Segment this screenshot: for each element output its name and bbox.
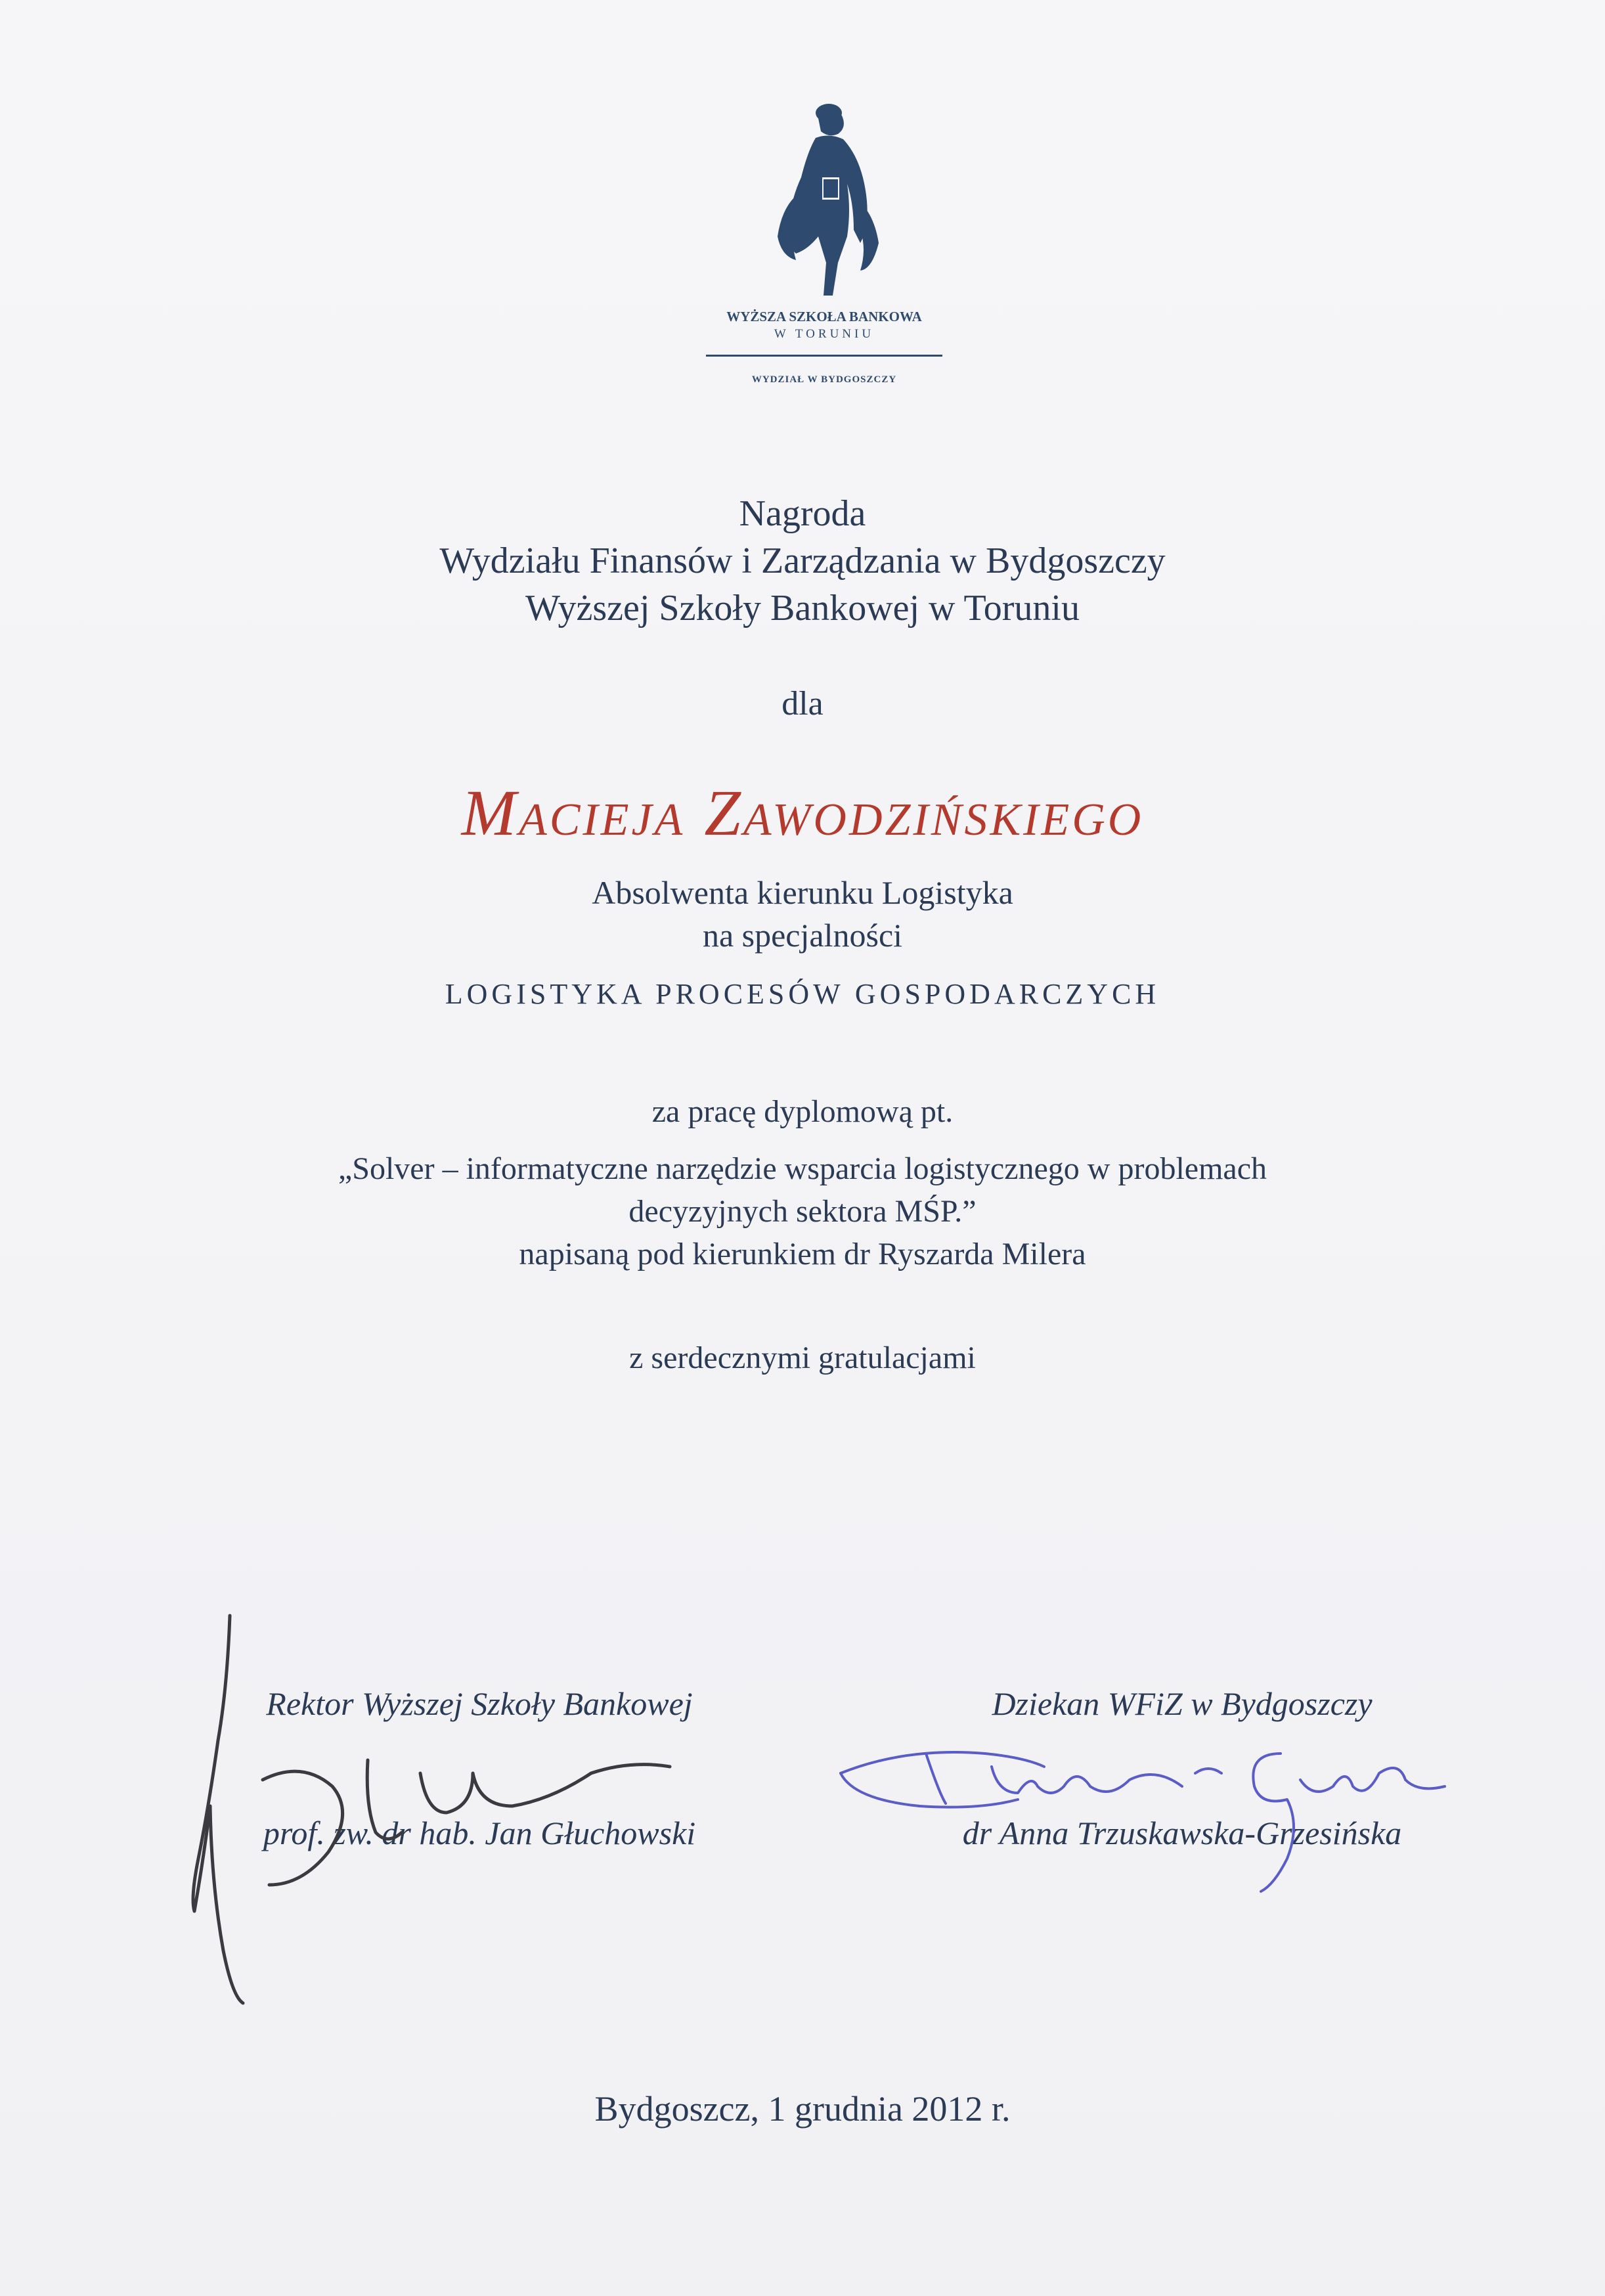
- rector-signature: [171, 1609, 788, 2016]
- logo-university-name: WYŻSZA SZKOŁA BANKOWA: [726, 309, 922, 324]
- congratulations: z serdecznymi gratulacjami: [629, 1340, 976, 1375]
- university-logo: [699, 99, 949, 401]
- specialization: LOGISTYKA PROCESÓW GOSPODARCZYCH: [445, 978, 1160, 1010]
- award-title: Nagroda: [739, 493, 866, 534]
- rector-name: prof. zw. dr hab. Jan Głuchowski: [263, 1815, 696, 1851]
- award-university: Wyższej Szkoły Bankowej w Toruniu: [525, 588, 1080, 629]
- award-faculty: Wydziału Finansów i Zarządzania w Bydgoszczy: [439, 541, 1166, 581]
- scholar-figure-icon: [755, 99, 893, 302]
- thesis-supervisor: napisaną pod kierunkiem dr Ryszarda Milera: [519, 1237, 1086, 1271]
- thesis-title-line1: „Solver – informatyczne narzędzie wsparcia logistycznego w problemach: [338, 1151, 1267, 1186]
- graduate-specialization-label: na specjalności: [702, 917, 903, 954]
- logo-city: W TORUNIU: [774, 327, 875, 341]
- thesis-title-line2: decyzyjnych sektora MŚP.”: [628, 1194, 977, 1229]
- dean-name: dr Anna Trzuskawska-Grzesińska: [962, 1815, 1402, 1851]
- dean-signature: [827, 1727, 1458, 1898]
- logo-divider: [706, 355, 942, 357]
- for-label: dla: [781, 685, 824, 722]
- graduate-field: Absolwenta kierunku Logistyka: [592, 874, 1013, 911]
- recipient-name: Macieja Zawodzińskiego: [461, 776, 1144, 849]
- logo-faculty: WYDZIAŁ W BYDGOSZCZY: [751, 374, 897, 385]
- rector-title: Rektor Wyższej Szkoły Bankowej: [266, 1685, 693, 1722]
- thesis-intro: za pracę dyplomową pt.: [651, 1094, 954, 1129]
- place-and-date: Bydgoszcz, 1 grudnia 2012 r.: [594, 2089, 1011, 2129]
- dean-title: Dziekan WFiZ w Bydgoszczy: [992, 1685, 1373, 1722]
